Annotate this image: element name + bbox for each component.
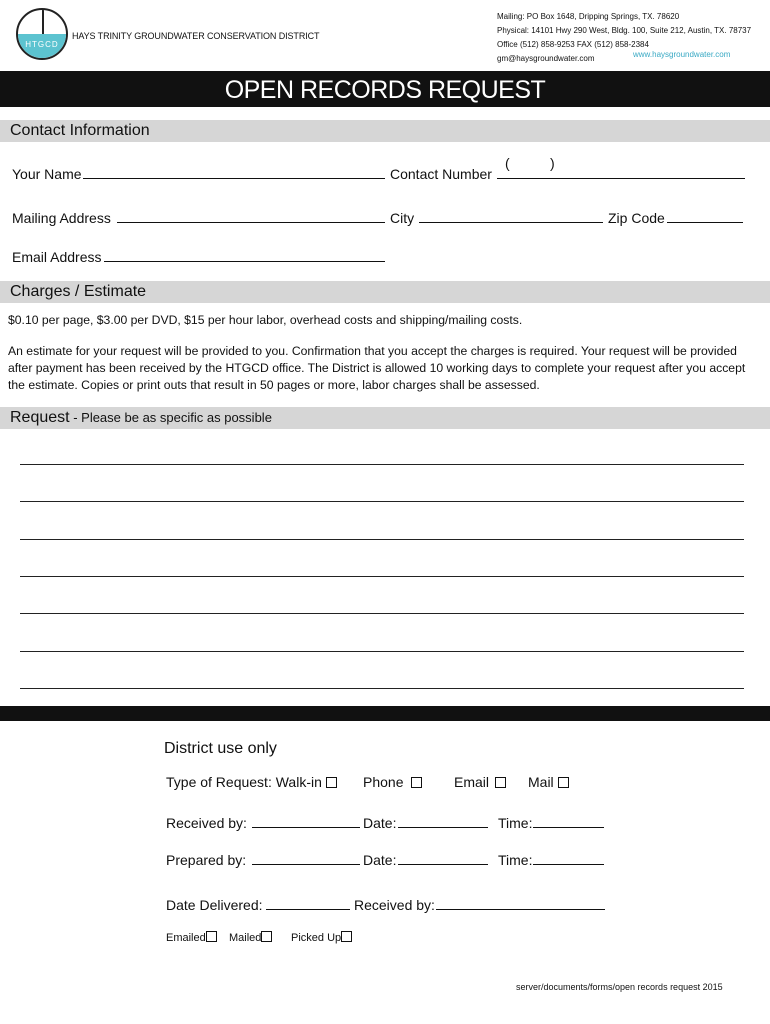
district-use-heading: District use only [164, 740, 277, 757]
walk-in-checkbox[interactable] [326, 777, 337, 788]
received-date-field[interactable] [398, 827, 488, 828]
prepared-date-field[interactable] [398, 864, 488, 865]
mailed-label: Mailed [229, 932, 262, 944]
received-by-field[interactable] [252, 827, 360, 828]
mailing-address-label: Mailing Address [12, 210, 111, 226]
prepared-by-label: Prepared by: [166, 852, 247, 868]
mailed-checkbox[interactable] [261, 931, 272, 942]
request-subheading: - Please be as specific as possible [69, 410, 272, 425]
date-delivered-field[interactable] [266, 909, 350, 910]
type-of-request-label: Type of Request: Walk-in [166, 774, 322, 790]
received-by-label: Received by: [166, 815, 247, 831]
time-label: Time: [498, 852, 533, 868]
phone-fax-text: Office (512) 858-9253 FAX (512) 858-2384 [497, 40, 649, 49]
estimate-text: An estimate for your request will be provided to you. Confirmation that you accept the charges is required. Your request will be provided after payment has been received by the HTGCD office. The District is allowed 10 working days to complete your request after you accept the estimate. Copies or print outs that result in 50 pages or more, labor charges shall be assessed. [8, 344, 746, 392]
phone-option[interactable] [363, 774, 422, 790]
picked-up-checkbox[interactable] [341, 931, 352, 942]
request-heading: Request [10, 409, 70, 426]
mailed-option[interactable] [229, 931, 272, 944]
email-address-label: Email Address [12, 249, 102, 265]
emailed-label: Emailed [166, 932, 206, 944]
physical-address-text: Physical: 14101 Hwy 290 West, Bldg. 100, Suite 212, Austin, TX. 78737 [497, 26, 752, 35]
prepared-time-field[interactable] [533, 864, 604, 865]
area-code-open-paren: ( [505, 155, 510, 171]
request-line[interactable] [20, 576, 744, 577]
page-title: OPEN RECORDS REQUEST [0, 71, 770, 107]
phone-label: Phone [363, 774, 404, 790]
request-line[interactable] [20, 539, 744, 540]
received-time-field[interactable] [533, 827, 604, 828]
email-checkbox[interactable] [495, 777, 506, 788]
prepared-by-field[interactable] [252, 864, 360, 865]
mailing-address-text: Mailing: PO Box 1648, Dripping Springs, TX. 78620 [497, 12, 680, 21]
contact-number-label: Contact Number [390, 166, 492, 182]
request-section-heading [0, 407, 770, 429]
email-text: gm@haysgroundwater.com [497, 54, 595, 63]
your-name-label: Your Name [12, 166, 82, 182]
zip-code-label: Zip Code [608, 210, 665, 226]
zip-code-field[interactable] [667, 222, 743, 223]
contact-section-heading: Contact Information [0, 120, 770, 142]
date-label: Date: [363, 815, 397, 831]
request-line[interactable] [20, 688, 744, 689]
org-name: HAYS TRINITY GROUNDWATER CONSERVATION DISTRICT [72, 31, 320, 41]
walk-in-option[interactable] [166, 774, 337, 790]
your-name-field[interactable] [83, 178, 385, 179]
charges-section-heading: Charges / Estimate [0, 281, 770, 303]
date-label: Date: [363, 852, 397, 868]
email-option[interactable] [454, 774, 506, 790]
contact-number-field[interactable] [497, 178, 745, 179]
request-line[interactable] [20, 464, 744, 465]
mailing-address-field[interactable] [117, 222, 385, 223]
logo-text: HTGCD [25, 40, 59, 49]
email-address-field[interactable] [104, 261, 385, 262]
date-delivered-label: Date Delivered: [166, 897, 263, 913]
received-by-label-2: Received by: [354, 897, 435, 913]
picked-up-label: Picked Up [291, 932, 342, 944]
request-line[interactable] [20, 613, 744, 614]
received-by-field-2[interactable] [436, 909, 605, 910]
contact-block [497, 10, 751, 66]
mail-option[interactable] [528, 774, 569, 790]
website-link[interactable]: www.haysgroundwater.com [633, 50, 731, 59]
footer-path: server/documents/forms/open records request 2015 [516, 982, 723, 992]
city-label: City [390, 210, 415, 226]
request-line[interactable] [20, 501, 744, 502]
mail-label: Mail [528, 774, 554, 790]
emailed-option[interactable] [166, 931, 217, 944]
emailed-checkbox[interactable] [206, 931, 217, 942]
picked-up-option[interactable] [291, 931, 352, 944]
city-field[interactable] [419, 222, 603, 223]
request-line[interactable] [20, 651, 744, 652]
divider-bar [0, 706, 770, 721]
htgcd-logo [16, 8, 68, 60]
rates-text: $0.10 per page, $3.00 per DVD, $15 per hour labor, overhead costs and shipping/mailing costs. [8, 313, 523, 327]
time-label: Time: [498, 815, 533, 831]
phone-checkbox[interactable] [411, 777, 422, 788]
email-label: Email [454, 774, 490, 790]
mail-checkbox[interactable] [558, 777, 569, 788]
area-code-close-paren: ) [550, 155, 555, 171]
